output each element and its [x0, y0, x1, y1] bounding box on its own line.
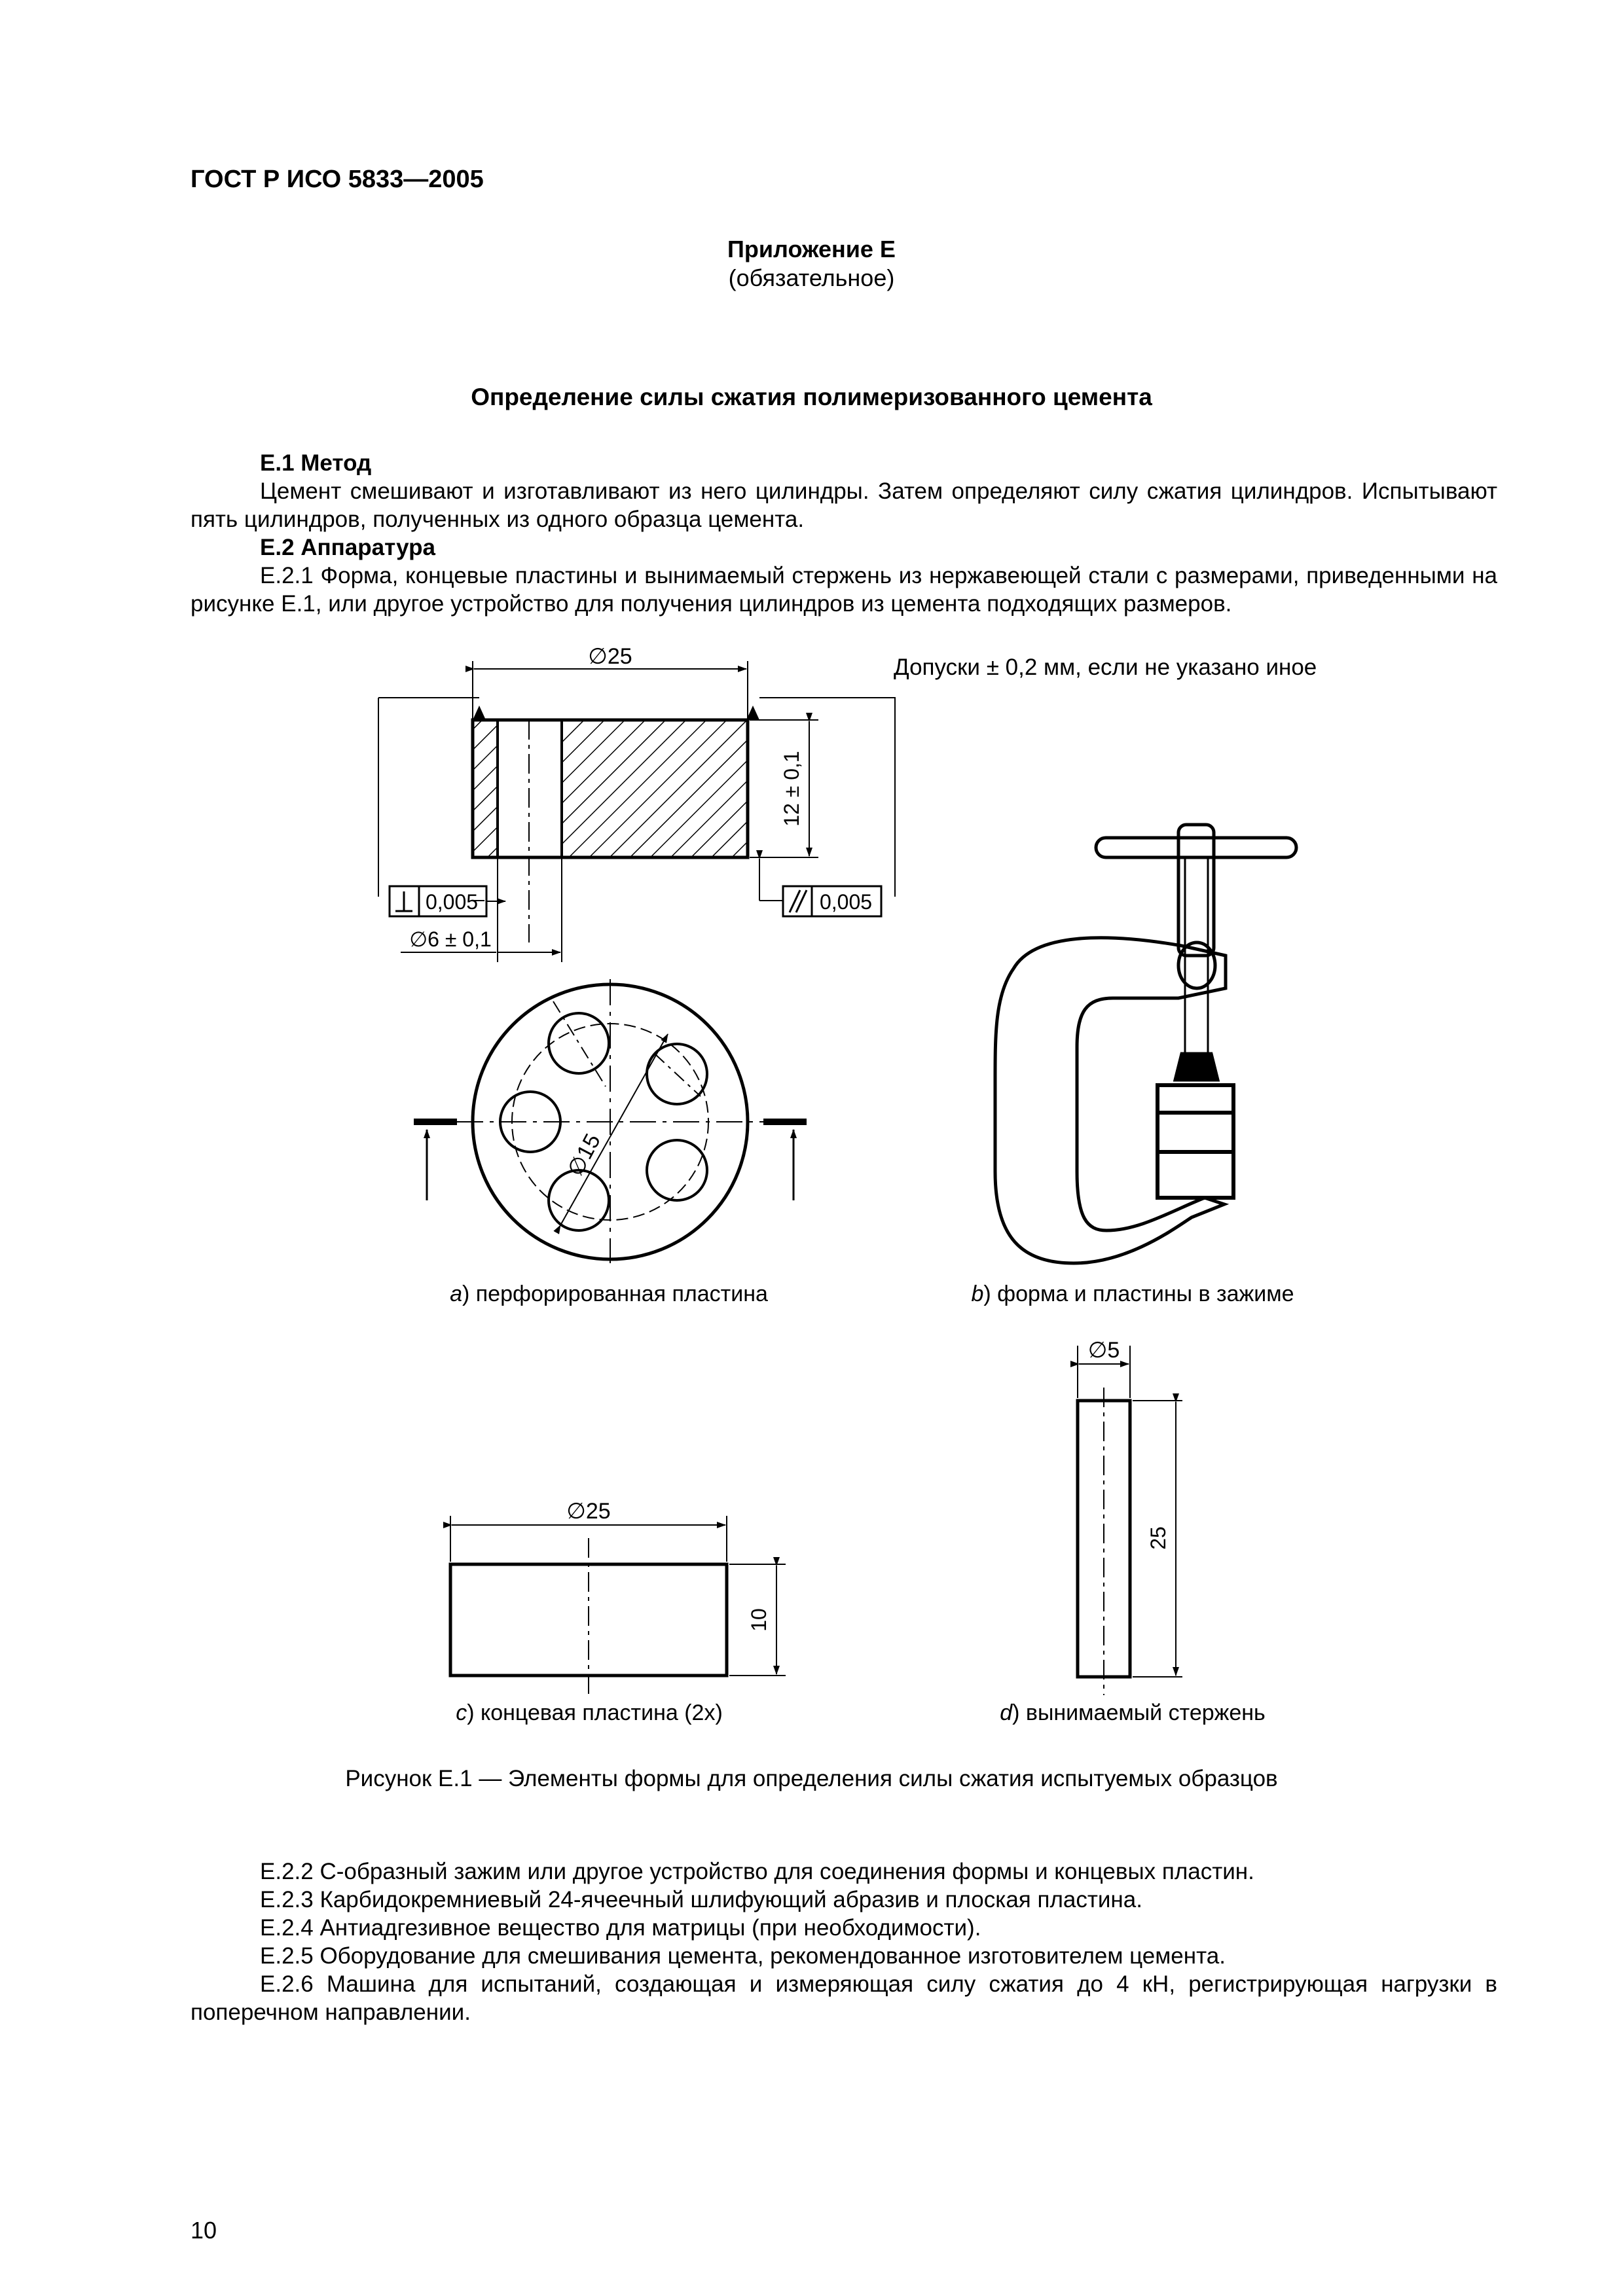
- dim-d25-c-label: ∅25: [566, 1499, 611, 1524]
- dim-h10-label: 10: [747, 1608, 771, 1632]
- e1-text: Цемент смешивают и изготавливают из него цилиндры. Затем определяют силу сжатия цилиндров. Испытывают пять цилиндров, полученных из одного образца цемента.: [191, 478, 1497, 532]
- dim-d6-label: ∅6 ± 0,1: [409, 927, 492, 951]
- caption-b-text: ) форма и пластины в зажиме: [983, 1282, 1294, 1306]
- caption-d-text: ) вынимаемый стержень: [1012, 1700, 1266, 1725]
- tol-par-value: 0,005: [819, 890, 873, 914]
- section-cut-marker-left: [414, 1122, 457, 1200]
- item-e2-5: Е.2.5 Оборудование для смешивания цемента, рекомендованное изготовителем цемента.: [260, 1943, 1226, 1969]
- tol-perp-value: 0,005: [425, 890, 479, 914]
- annex-title: Приложение Е: [727, 236, 896, 262]
- dim-d15-label: ∅15: [562, 1130, 606, 1181]
- caption-a-letter: а: [450, 1282, 462, 1306]
- caption-b: [903, 1282, 1362, 1307]
- dim-h12-label: 12 ± 0,1: [780, 751, 803, 827]
- caption-d-letter: d: [1000, 1700, 1013, 1725]
- figure-title: Рисунок Е.1 — Элементы формы для определения силы сжатия испытуемых образцов: [345, 1766, 1278, 1791]
- section-cut-marker-right: [763, 1122, 807, 1200]
- c-clamp-drawing: [995, 825, 1296, 1263]
- caption-c-text: ) концевая пластина (2х): [467, 1700, 723, 1725]
- perforated-plate-view: [414, 979, 807, 1263]
- dim-d25-top: [473, 661, 748, 719]
- caption-c-letter: с: [456, 1700, 467, 1725]
- caption-c: [393, 1700, 786, 1726]
- item-e2-3: Е.2.3 Карбидокремниевый 24-ячеечный шлифующий абразив и плоская пластина.: [260, 1887, 1142, 1912]
- caption-d: [903, 1700, 1362, 1726]
- e1-heading: Е.1 Метод: [260, 450, 372, 476]
- dim-d5-label: ∅5: [1087, 1338, 1120, 1363]
- item-e2-6: Е.2.6 Машина для испытаний, создающая и измеряющая силу сжатия до 4 кН, регистрирующая нагрузки в поперечном направлении.: [191, 1971, 1497, 2025]
- section-title: Определение силы сжатия полимеризованного цемента: [471, 384, 1152, 410]
- end-plate-drawing: [450, 1516, 786, 1695]
- tolerance-leaders: [473, 859, 783, 901]
- section-e2-items: [191, 1857, 1497, 2026]
- caption-a-text: ) перфорированная пластина: [462, 1282, 768, 1306]
- tolerance-note: Допуски ± 0,2 мм, если не указано иное: [894, 655, 1317, 680]
- annex-status: (обязательное): [728, 264, 895, 291]
- document-header: ГОСТ Р ИСО 5833—2005: [191, 166, 484, 193]
- item-e2-4: Е.2.4 Антиадгезивное вещество для матрицы (при необходимости).: [260, 1915, 981, 1941]
- caption-a: [393, 1282, 825, 1307]
- e2-heading: Е.2 Аппаратура: [260, 535, 435, 560]
- caption-b-letter: b: [971, 1282, 984, 1306]
- page-number: 10: [191, 2217, 217, 2244]
- dim-h25-label: 25: [1146, 1526, 1170, 1550]
- dim-d25-label: ∅25: [588, 644, 632, 669]
- removable-rod-drawing: [1078, 1346, 1182, 1695]
- e2-1-text: Е.2.1 Форма, концевые пластины и вынимаемый стержень из нержавеющей стали с размерами, приведенными на рисунке Е.1, или другое устройство для получения цилиндров из цемента подходящих размеров.: [191, 563, 1497, 617]
- item-e2-2: Е.2.2 С-образный зажим или другое устройство для соединения формы и концевых пластин.: [260, 1859, 1254, 1884]
